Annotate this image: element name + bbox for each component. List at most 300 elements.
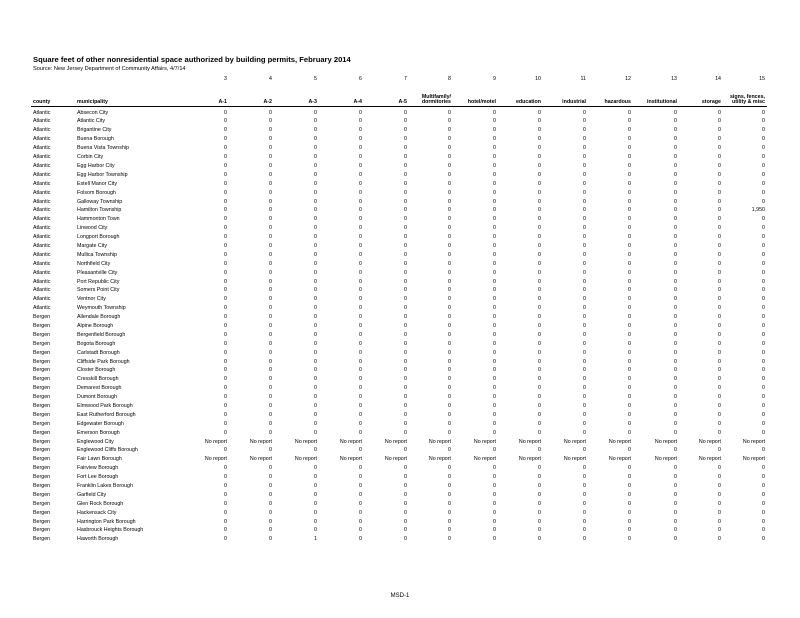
value-cell: 0 — [448, 171, 451, 178]
value-cell: 0 — [718, 411, 721, 418]
table-row — [31, 365, 767, 374]
municipality-cell: Edgewater Borough — [77, 420, 124, 427]
value-cell: 1 — [314, 536, 317, 543]
value-cell: 0 — [448, 127, 451, 134]
value-cell: 0 — [359, 287, 362, 294]
value-cell: 0 — [762, 260, 765, 267]
value-cell: 0 — [448, 225, 451, 232]
value-cell: 0 — [538, 109, 541, 116]
value-cell: 0 — [762, 109, 765, 116]
value-cell: 0 — [674, 207, 677, 214]
value-cell: 0 — [359, 394, 362, 401]
municipality-cell: Brigantine City — [77, 127, 112, 134]
value-cell: 0 — [359, 367, 362, 374]
value-cell: No report — [698, 438, 721, 445]
municipality-cell: Dumont Borough — [77, 394, 118, 401]
value-cell: 0 — [538, 171, 541, 178]
value-cell: 0 — [359, 198, 362, 205]
value-cell: 0 — [674, 349, 677, 356]
value-cell: 0 — [583, 251, 586, 258]
value-cell: 0 — [404, 269, 407, 276]
municipality-cell: Weymouth Township — [77, 305, 126, 312]
value-cell: 0 — [718, 447, 721, 454]
value-cell: 0 — [538, 287, 541, 294]
county-cell: Bergen — [33, 411, 51, 418]
value-cell: 0 — [314, 136, 317, 143]
value-cell: 0 — [359, 465, 362, 472]
value-cell: 0 — [359, 411, 362, 418]
value-cell: 0 — [718, 296, 721, 303]
column-number: 8 — [448, 75, 451, 82]
table-body — [31, 107, 767, 543]
column-header: A-3 — [274, 82, 319, 107]
value-cell: 0 — [269, 251, 272, 258]
municipality-cell: Port Republic City — [77, 278, 120, 285]
value-cell: 0 — [359, 234, 362, 241]
value-cell: 0 — [583, 145, 586, 152]
value-cell: 0 — [493, 527, 496, 534]
value-cell: No report — [473, 456, 496, 463]
municipality-cell: Franklin Lakes Borough — [77, 483, 133, 489]
column-number: 9 — [493, 75, 496, 82]
column-number: 10 — [535, 75, 541, 82]
value-cell: 0 — [224, 500, 227, 507]
municipality-cell: Egg Harbor City — [77, 162, 115, 169]
value-cell: 0 — [628, 429, 631, 436]
value-cell: 0 — [718, 376, 721, 383]
value-cell: 0 — [674, 483, 677, 489]
value-cell: 0 — [628, 242, 631, 249]
county-cell: Bergen — [33, 483, 51, 489]
value-cell: 0 — [762, 127, 765, 134]
value-cell: 0 — [314, 394, 317, 401]
value-cell: 0 — [448, 394, 451, 401]
county-cell: Atlantic — [33, 162, 51, 169]
value-cell: 0 — [538, 269, 541, 276]
value-cell: 0 — [538, 474, 541, 481]
value-cell: 0 — [583, 500, 586, 507]
value-cell: 0 — [628, 127, 631, 134]
table-row — [31, 445, 767, 454]
value-cell: 0 — [583, 376, 586, 383]
municipality-cell: Bogota Borough — [77, 340, 116, 347]
value-cell: 0 — [583, 225, 586, 232]
value-cell: 0 — [718, 491, 721, 498]
municipality-cell: Fairview Borough — [77, 465, 119, 472]
value-cell: 0 — [628, 278, 631, 285]
value-cell: 0 — [718, 225, 721, 232]
value-cell: 0 — [404, 251, 407, 258]
value-cell: 0 — [628, 171, 631, 178]
value-cell: 0 — [269, 162, 272, 169]
municipality-cell: Allendale Borough — [77, 314, 121, 321]
value-cell: 0 — [538, 402, 541, 409]
value-cell: 0 — [269, 411, 272, 418]
value-cell: 0 — [448, 536, 451, 543]
value-cell: 0 — [493, 465, 496, 472]
value-cell: 0 — [269, 145, 272, 152]
value-cell: 0 — [448, 118, 451, 125]
value-cell: 0 — [583, 278, 586, 285]
value-cell: 0 — [674, 518, 677, 525]
value-cell: 0 — [538, 411, 541, 418]
value-cell: 0 — [718, 118, 721, 125]
county-cell: Bergen — [33, 500, 51, 507]
value-cell: 0 — [718, 483, 721, 489]
value-cell: 0 — [718, 402, 721, 409]
value-cell: 0 — [538, 491, 541, 498]
value-cell: 0 — [674, 314, 677, 321]
value-cell: 0 — [314, 251, 317, 258]
value-cell: 0 — [269, 322, 272, 329]
value-cell: 0 — [359, 331, 362, 338]
municipality-cell: Hackensack City — [77, 509, 117, 516]
value-cell: 0 — [404, 162, 407, 169]
county-cell: Bergen — [33, 394, 51, 401]
value-cell: 0 — [538, 189, 541, 196]
value-cell: 0 — [269, 349, 272, 356]
value-cell: 0 — [674, 171, 677, 178]
value-cell: 0 — [628, 358, 631, 365]
value-cell: 0 — [538, 198, 541, 205]
value-cell: 0 — [404, 136, 407, 143]
value-cell: 0 — [674, 118, 677, 125]
county-cell: Atlantic — [33, 234, 51, 241]
table-row — [31, 311, 767, 320]
value-cell: 0 — [224, 518, 227, 525]
value-cell: 0 — [448, 251, 451, 258]
value-cell: 0 — [718, 242, 721, 249]
municipality-cell: Mullica Township — [77, 251, 117, 258]
value-cell: 0 — [224, 322, 227, 329]
value-cell: 0 — [359, 314, 362, 321]
value-cell: 0 — [538, 527, 541, 534]
county-cell: Atlantic — [33, 136, 51, 143]
value-cell: 0 — [493, 491, 496, 498]
value-cell: 0 — [493, 340, 496, 347]
table-row — [31, 151, 767, 160]
value-cell: 0 — [314, 429, 317, 436]
value-cell: 0 — [404, 145, 407, 152]
value-cell: 0 — [718, 518, 721, 525]
value-cell: 0 — [718, 465, 721, 472]
value-cell: 0 — [404, 260, 407, 267]
value-cell: 0 — [628, 269, 631, 276]
value-cell: 0 — [493, 198, 496, 205]
value-cell: 0 — [762, 518, 765, 525]
value-cell: 0 — [674, 189, 677, 196]
value-cell: 0 — [493, 136, 496, 143]
value-cell: 0 — [538, 207, 541, 214]
value-cell: 0 — [628, 491, 631, 498]
value-cell: 0 — [538, 216, 541, 223]
value-cell: 0 — [493, 180, 496, 187]
table-row — [31, 498, 767, 507]
value-cell: 0 — [493, 260, 496, 267]
value-cell: 0 — [314, 367, 317, 374]
value-cell: 0 — [224, 349, 227, 356]
value-cell: 0 — [359, 118, 362, 125]
value-cell: 0 — [674, 109, 677, 116]
value-cell: 0 — [538, 136, 541, 143]
table-row — [31, 427, 767, 436]
value-cell: 0 — [493, 402, 496, 409]
value-cell: 0 — [359, 483, 362, 489]
value-cell: 0 — [538, 420, 541, 427]
value-cell: 0 — [718, 527, 721, 534]
value-cell: 0 — [493, 225, 496, 232]
value-cell: 0 — [628, 225, 631, 232]
value-cell: 0 — [224, 145, 227, 152]
value-cell: 0 — [314, 447, 317, 454]
value-cell: 0 — [628, 536, 631, 543]
value-cell: 0 — [628, 145, 631, 152]
column-number: 11 — [580, 75, 586, 82]
value-cell: 0 — [404, 402, 407, 409]
county-cell: Bergen — [33, 340, 51, 347]
value-cell: 0 — [674, 465, 677, 472]
value-cell: 0 — [224, 260, 227, 267]
value-cell: 0 — [628, 402, 631, 409]
table-row — [31, 205, 767, 214]
value-cell: 0 — [359, 225, 362, 232]
value-cell: 0 — [269, 536, 272, 543]
value-cell: 0 — [583, 127, 586, 134]
value-cell: 0 — [718, 358, 721, 365]
value-cell: 0 — [583, 216, 586, 223]
table-row — [31, 516, 767, 525]
value-cell: 0 — [359, 260, 362, 267]
county-cell: Bergen — [33, 536, 51, 543]
column-number: 14 — [715, 75, 721, 82]
value-cell: 0 — [448, 145, 451, 152]
value-cell: 0 — [674, 198, 677, 205]
value-cell: 0 — [269, 225, 272, 232]
value-cell: 0 — [674, 162, 677, 169]
value-cell: 0 — [224, 474, 227, 481]
county-cell: Atlantic — [33, 154, 51, 161]
value-cell: 0 — [538, 509, 541, 516]
value-cell: 0 — [674, 260, 677, 267]
value-cell: 0 — [762, 527, 765, 534]
value-cell: 0 — [538, 385, 541, 392]
value-cell: 0 — [583, 171, 586, 178]
value-cell: 0 — [314, 491, 317, 498]
value-cell: 0 — [493, 322, 496, 329]
value-cell: 0 — [224, 171, 227, 178]
table-row — [31, 320, 767, 329]
value-cell: 0 — [628, 251, 631, 258]
value-cell: 0 — [269, 287, 272, 294]
value-cell: 0 — [448, 402, 451, 409]
value-cell: 0 — [538, 118, 541, 125]
column-number: 6 — [359, 75, 362, 82]
value-cell: 0 — [583, 367, 586, 374]
value-cell: 0 — [404, 358, 407, 365]
value-cell: 0 — [314, 118, 317, 125]
value-cell: 0 — [448, 216, 451, 223]
column-header: storage — [679, 82, 723, 107]
municipality-cell: Hamilton Township — [77, 207, 122, 214]
county-cell: Bergen — [33, 314, 51, 321]
table-row — [31, 169, 767, 178]
value-cell: 0 — [448, 420, 451, 427]
column-number: 5 — [314, 75, 317, 82]
county-cell: Atlantic — [33, 118, 51, 125]
value-cell: 0 — [674, 180, 677, 187]
value-cell: No report — [428, 456, 451, 463]
table-row — [31, 489, 767, 498]
value-cell: 0 — [224, 242, 227, 249]
value-cell: 0 — [404, 242, 407, 249]
value-cell: 0 — [628, 314, 631, 321]
column-header: county — [31, 82, 75, 107]
value-cell: 0 — [538, 162, 541, 169]
value-cell: 0 — [404, 411, 407, 418]
value-cell: 0 — [314, 322, 317, 329]
county-cell: Atlantic — [33, 198, 51, 205]
county-cell: Bergen — [33, 456, 51, 463]
value-cell: 0 — [674, 509, 677, 516]
value-cell: 0 — [674, 358, 677, 365]
value-cell: 0 — [448, 358, 451, 365]
value-cell: 0 — [628, 296, 631, 303]
value-cell: 0 — [404, 109, 407, 116]
value-cell: 0 — [674, 269, 677, 276]
value-cell: 0 — [493, 154, 496, 161]
value-cell: 0 — [448, 500, 451, 507]
table-row — [31, 454, 767, 463]
value-cell: 0 — [762, 234, 765, 241]
column-header: A-2 — [229, 82, 274, 107]
value-cell: 0 — [359, 500, 362, 507]
value-cell: 0 — [314, 189, 317, 196]
value-cell: 0 — [628, 411, 631, 418]
value-cell: 0 — [314, 269, 317, 276]
value-cell: 0 — [583, 287, 586, 294]
value-cell: 0 — [674, 225, 677, 232]
value-cell: 0 — [448, 136, 451, 143]
value-cell: 0 — [538, 518, 541, 525]
table-row — [31, 472, 767, 481]
value-cell: 0 — [674, 278, 677, 285]
value-cell: 0 — [224, 420, 227, 427]
value-cell: 0 — [269, 260, 272, 267]
value-cell: 0 — [314, 278, 317, 285]
value-cell: 0 — [583, 331, 586, 338]
value-cell: No report — [249, 438, 272, 445]
value-cell: 0 — [359, 518, 362, 525]
table-row — [31, 303, 767, 312]
value-cell: 0 — [718, 216, 721, 223]
value-cell: 0 — [359, 136, 362, 143]
value-cell: 0 — [718, 385, 721, 392]
municipality-cell: Longport Borough — [77, 234, 120, 241]
value-cell: 0 — [718, 154, 721, 161]
value-cell: 0 — [269, 420, 272, 427]
value-cell: 0 — [269, 189, 272, 196]
value-cell: 0 — [404, 180, 407, 187]
value-cell: 0 — [583, 385, 586, 392]
value-cell: 0 — [224, 447, 227, 454]
value-cell: 0 — [269, 136, 272, 143]
municipality-cell: Somers Point City — [77, 287, 120, 294]
value-cell: 0 — [493, 109, 496, 116]
value-cell: 0 — [314, 527, 317, 534]
value-cell: 0 — [359, 216, 362, 223]
table-row — [31, 249, 767, 258]
value-cell: 0 — [538, 242, 541, 249]
municipality-cell: Fair Lawn Borough — [77, 456, 122, 463]
value-cell: 0 — [628, 509, 631, 516]
value-cell: 0 — [269, 118, 272, 125]
value-cell: 0 — [404, 447, 407, 454]
municipality-cell: Alpine Borough — [77, 322, 114, 329]
value-cell: 0 — [762, 154, 765, 161]
value-cell: 0 — [762, 402, 765, 409]
value-cell: 0 — [359, 420, 362, 427]
table-row — [31, 160, 767, 169]
value-cell: 0 — [224, 376, 227, 383]
value-cell: 0 — [359, 402, 362, 409]
value-cell: 0 — [583, 296, 586, 303]
value-cell: 0 — [224, 465, 227, 472]
value-cell: 0 — [493, 349, 496, 356]
value-cell: 0 — [583, 536, 586, 543]
value-cell: 0 — [269, 305, 272, 312]
value-cell: 0 — [762, 420, 765, 427]
value-cell: 0 — [493, 376, 496, 383]
county-cell: Bergen — [33, 465, 51, 472]
value-cell: No report — [384, 456, 407, 463]
value-cell: 0 — [628, 234, 631, 241]
value-cell: 0 — [718, 269, 721, 276]
municipality-cell: Northfield City — [77, 260, 111, 267]
table-row — [31, 338, 767, 347]
value-cell: 0 — [359, 527, 362, 534]
value-cell: 0 — [762, 500, 765, 507]
value-cell: No report — [518, 456, 541, 463]
value-cell: 0 — [448, 296, 451, 303]
value-cell: 0 — [718, 349, 721, 356]
value-cell: No report — [654, 438, 677, 445]
value-cell: 0 — [628, 322, 631, 329]
value-cell: 0 — [359, 349, 362, 356]
value-cell: 0 — [628, 189, 631, 196]
value-cell: 0 — [493, 536, 496, 543]
value-cell: No report — [249, 456, 272, 463]
value-cell: 0 — [718, 109, 721, 116]
value-cell: 0 — [269, 127, 272, 134]
value-cell: 0 — [718, 260, 721, 267]
value-cell: 0 — [493, 207, 496, 214]
value-cell: 0 — [269, 109, 272, 116]
value-cell: 0 — [314, 296, 317, 303]
county-cell: Atlantic — [33, 251, 51, 258]
value-cell: 0 — [448, 474, 451, 481]
value-cell: 0 — [404, 296, 407, 303]
value-cell: 0 — [314, 314, 317, 321]
value-cell: No report — [654, 456, 677, 463]
value-cell: 0 — [583, 474, 586, 481]
value-cell: 0 — [628, 260, 631, 267]
value-cell: No report — [563, 438, 586, 445]
value-cell: 0 — [762, 411, 765, 418]
value-cell: 0 — [674, 251, 677, 258]
value-cell: 0 — [583, 314, 586, 321]
value-cell: 0 — [762, 189, 765, 196]
value-cell: 0 — [674, 376, 677, 383]
